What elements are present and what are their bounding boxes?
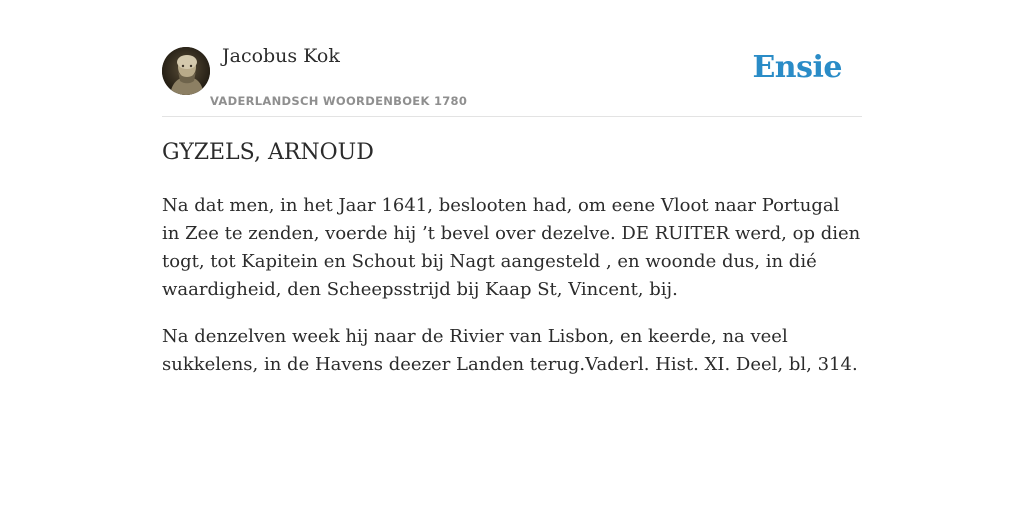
- source-label[interactable]: VADERLANDSCH WOORDENBOEK 1780: [210, 94, 468, 108]
- portrait-avatar-icon[interactable]: [162, 47, 210, 95]
- entry-card: [162, 0, 862, 512]
- entry-title: GYZELS, ARNOUD: [162, 140, 374, 165]
- author-name[interactable]: Jacobus Kok: [222, 45, 340, 67]
- entry-paragraph: Na dat men, in het Jaar 1641, beslooten had, om eene Vloot naar Portugal in Zee te zenden, voerde hij ’t bevel over dezelve. DE RUITER werd, op dien togt, tot Kapitein en Schout bij Nagt aangesteld , en woonde dus, in dié waardigheid, den Scheepsstrijd bij Kaap St, Vincent, bij.: [162, 195, 861, 300]
- entry-paragraph: Na denzelven week hij naar de Rivier van Lisbon, en keerde, na veel sukkelens, in de Havens deezer Landen terug.Vaderl. Hist. XI. Deel, bl, 314.: [162, 326, 858, 375]
- ensie-logo[interactable]: Ensie: [752, 50, 842, 85]
- entry-body: [162, 192, 862, 398]
- entry-header: [162, 0, 862, 117]
